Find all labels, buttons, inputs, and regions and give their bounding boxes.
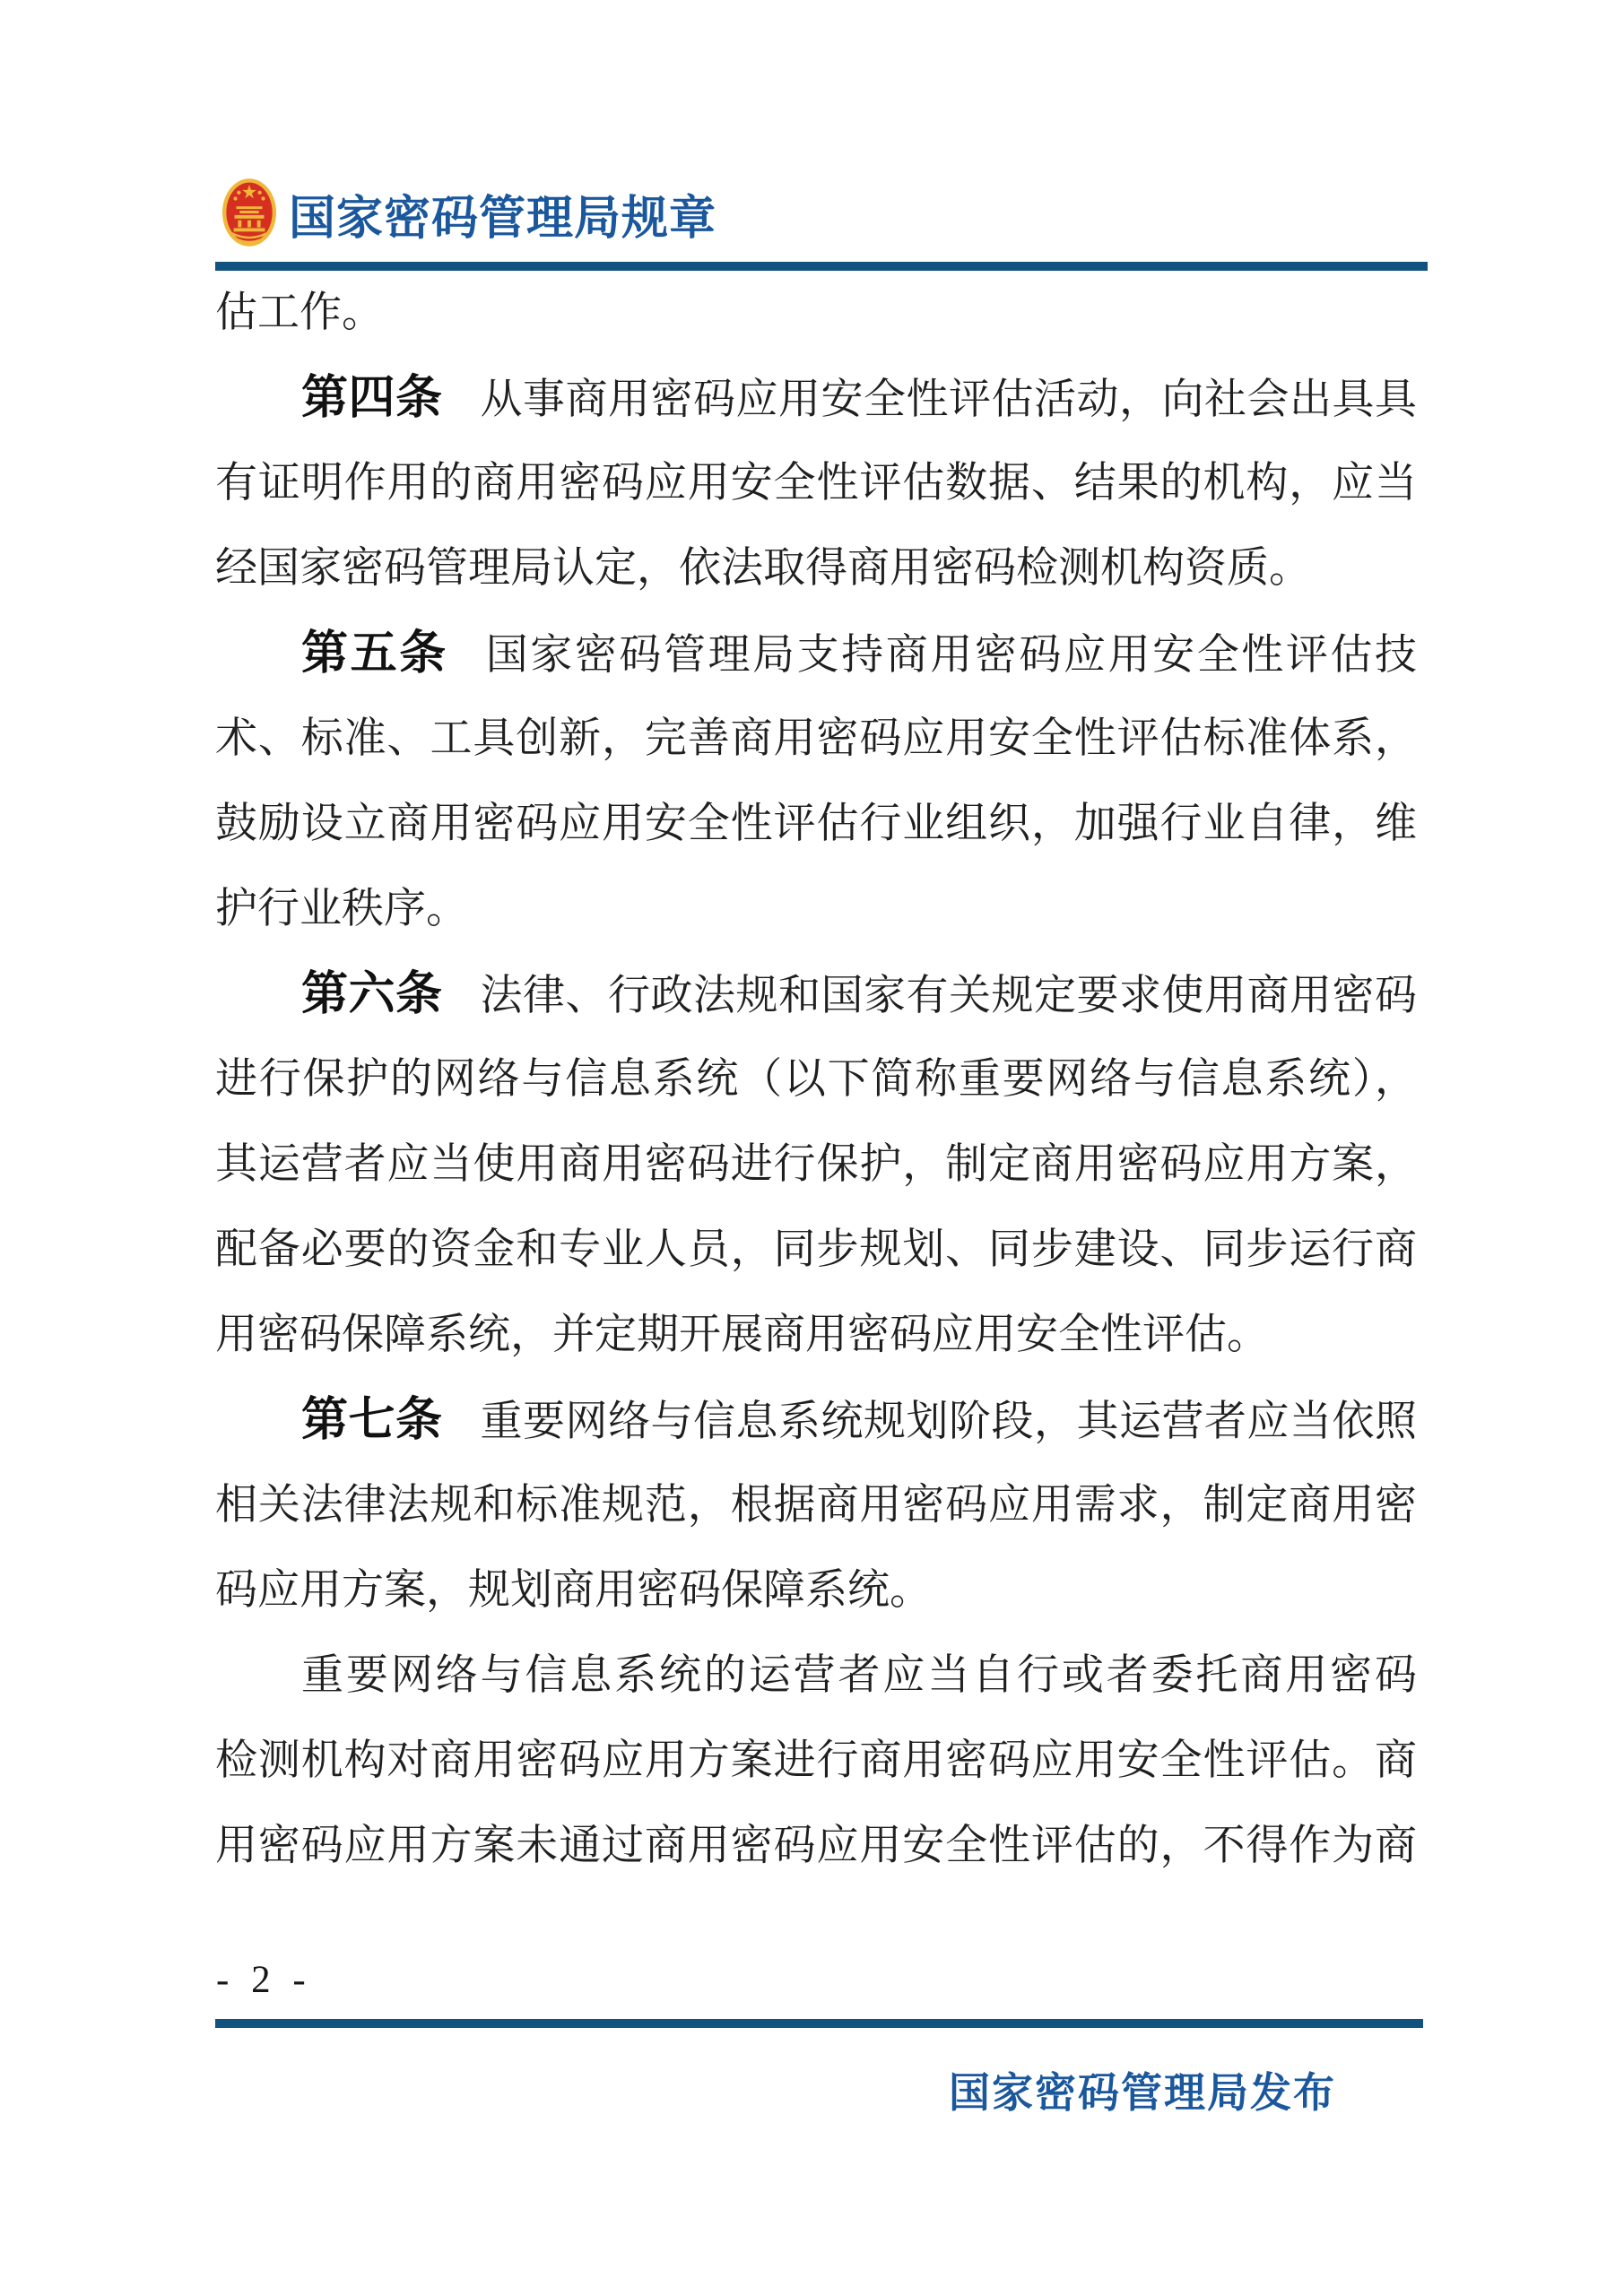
article-number: 第七条 bbox=[301, 1394, 443, 1446]
line-text: 检测机构对商用密码应用方案进行商用密码应用安全性评估。商 bbox=[215, 1737, 1417, 1784]
line-text: 估工作。 bbox=[215, 290, 384, 336]
body-line bbox=[215, 782, 1417, 867]
body-line bbox=[215, 1037, 1417, 1122]
body-line bbox=[215, 271, 1417, 356]
body-line bbox=[215, 611, 1417, 697]
line-text: 码应用方案，规划商用密码保障系统。 bbox=[215, 1567, 932, 1614]
line-text: 法律、行政法规和国家有关规定要求使用商用密码 bbox=[480, 973, 1417, 1019]
line-text: 从事商用密码应用安全性评估活动，向社会出具具 bbox=[480, 377, 1417, 423]
line-text: 术、标准、工具创新，完善商用密码应用安全性评估标准体系， bbox=[215, 715, 1417, 762]
body-line bbox=[215, 1548, 1417, 1633]
line-text: 用密码保障系统，并定期开展商用密码应用安全性评估。 bbox=[215, 1312, 1269, 1358]
body-line bbox=[215, 952, 1417, 1037]
body-line bbox=[215, 356, 1417, 441]
line-text: 配备必要的资金和专业人员，同步规划、同步建设、同步运行商 bbox=[215, 1226, 1417, 1273]
footer-rule bbox=[215, 2019, 1423, 2028]
line-text: 重要网络与信息系统规划阶段，其运营者应当依照 bbox=[480, 1399, 1417, 1445]
body-line bbox=[215, 526, 1417, 611]
header-rule bbox=[215, 262, 1428, 271]
national-emblem-icon bbox=[221, 178, 277, 247]
line-text: 相关法律法规和标准规范，根据商用密码应用需求，制定商用密 bbox=[215, 1482, 1417, 1529]
line-text: 有证明作用的商用密码应用安全性评估数据、结果的机构，应当 bbox=[215, 460, 1417, 507]
body-line bbox=[215, 1378, 1417, 1463]
document-series-title: 国家密码管理局规章 bbox=[289, 194, 717, 245]
article-number: 第四条 bbox=[301, 372, 443, 424]
body-line bbox=[215, 1463, 1417, 1548]
body-line bbox=[215, 1719, 1417, 1804]
body-line bbox=[215, 697, 1417, 782]
article-number: 第五条 bbox=[301, 628, 448, 680]
line-text: 经国家密码管理局认定，依法取得商用密码检测机构资质。 bbox=[215, 545, 1311, 592]
line-text: 用密码应用方案未通过商用密码应用安全性评估的，不得作为商 bbox=[215, 1823, 1417, 1869]
body-line bbox=[215, 867, 1417, 952]
line-text: 鼓励设立商用密码应用安全性评估行业组织，加强行业自律，维 bbox=[215, 801, 1417, 847]
body-line bbox=[215, 1122, 1417, 1208]
page-number: - 2 - bbox=[216, 1959, 312, 2001]
publisher-label: 国家密码管理局发布 bbox=[949, 2070, 1336, 2116]
document-body bbox=[215, 271, 1417, 1889]
article-number: 第六条 bbox=[301, 968, 443, 1020]
line-text: 进行保护的网络与信息系统（以下简称重要网络与信息系统）， bbox=[215, 1056, 1417, 1103]
line-text: 其运营者应当使用商用密码进行保护，制定商用密码应用方案， bbox=[215, 1141, 1417, 1188]
body-line bbox=[215, 1293, 1417, 1378]
line-text: 国家密码管理局支持商用密码应用安全性评估技 bbox=[485, 632, 1417, 679]
body-line bbox=[215, 1633, 1417, 1719]
line-text: 护行业秩序。 bbox=[215, 886, 468, 932]
body-line bbox=[215, 1208, 1417, 1293]
line-text: 重要网络与信息系统的运营者应当自行或者委托商用密码 bbox=[301, 1652, 1417, 1699]
body-line bbox=[215, 441, 1417, 526]
body-line bbox=[215, 1804, 1417, 1889]
